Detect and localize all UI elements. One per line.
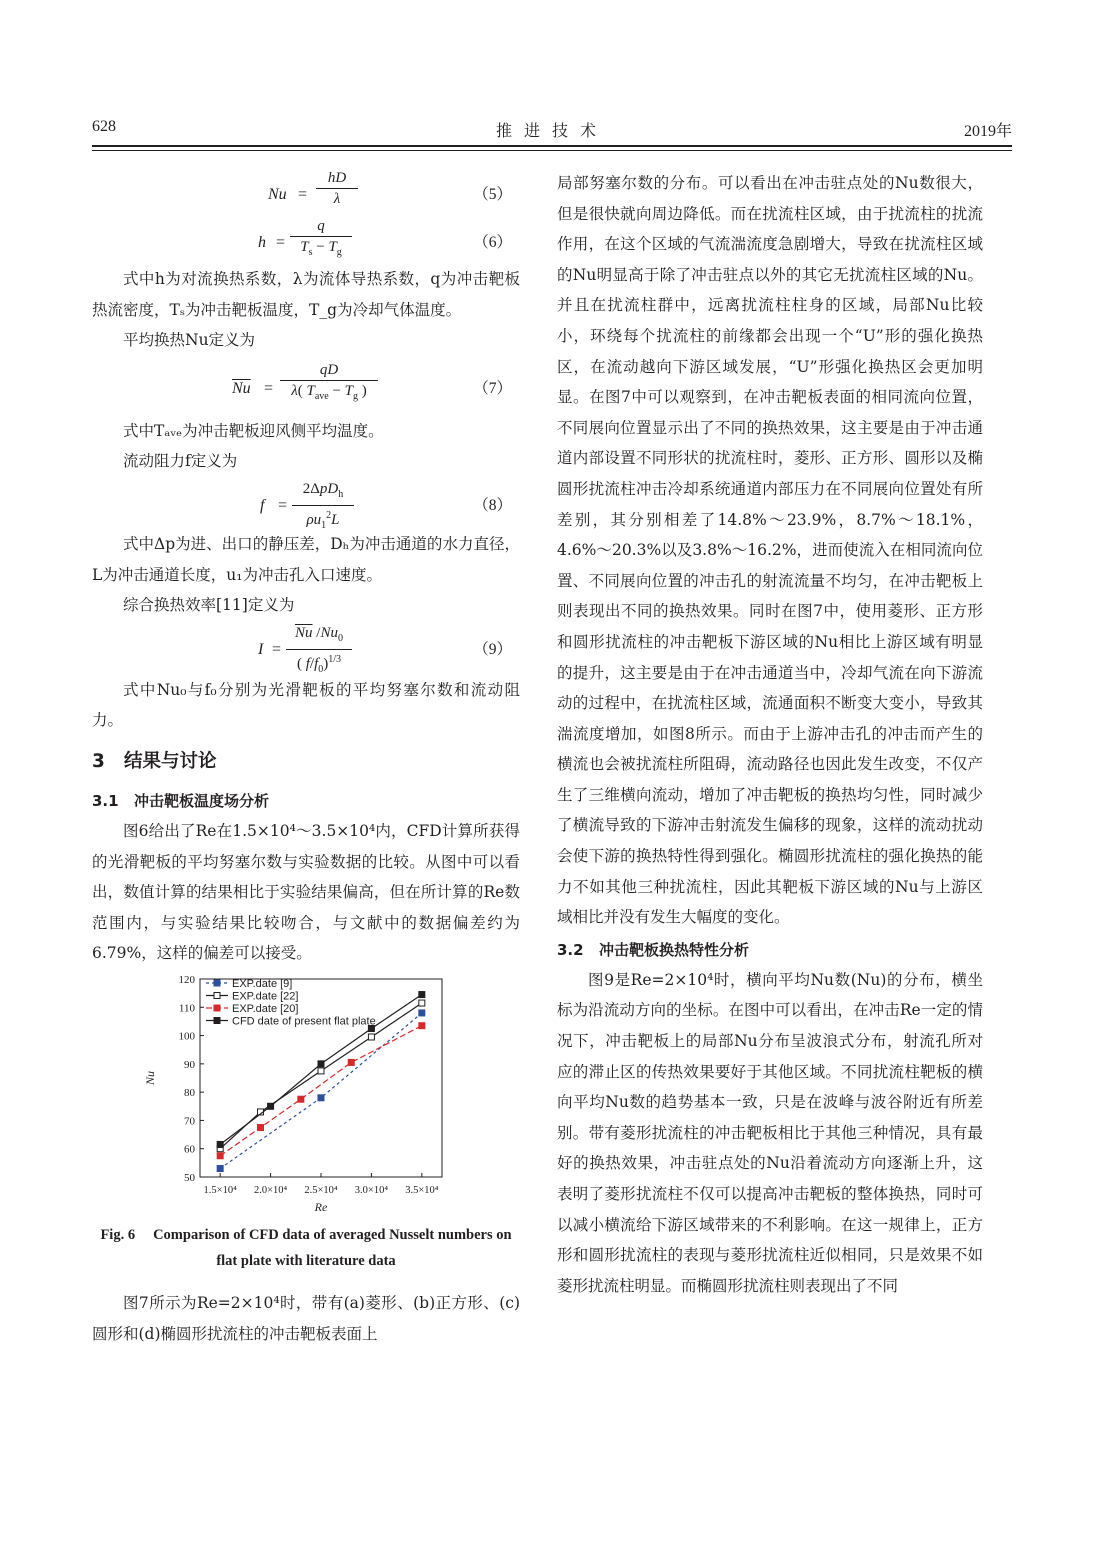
data-point-series-4 — [318, 1061, 324, 1067]
legend-label: EXP.date [20] — [232, 1002, 299, 1015]
data-point-series-3 — [217, 1153, 223, 1159]
legend-marker — [214, 1017, 220, 1023]
y-axis-label: Nu — [143, 1070, 157, 1085]
eq7-fraction — [280, 360, 378, 407]
eq8-equals: = — [278, 496, 288, 514]
legend-label: EXP.date [22] — [232, 990, 299, 1003]
eq9-numerator: $\overline{Nu}$ $/Nu_0$ — [295, 624, 343, 644]
subsection-number: 3.1 — [92, 791, 119, 810]
eq6-equals: = — [276, 234, 286, 251]
eq8-lhs: f — [260, 496, 265, 514]
year: 2019年 — [963, 123, 1012, 140]
legend-label: CFD date of present flat plate — [232, 1015, 376, 1028]
eq8-denominator: $\rho u_1^2L$ — [306, 509, 340, 531]
eq7-denominator: λ( $T_{ave} - T_g$ ) — [291, 382, 367, 402]
x-axis-label: Re — [314, 1199, 328, 1214]
figure-6 — [92, 969, 520, 1214]
eq8-numerator: 2ΔpD$_h$ — [302, 480, 344, 500]
x-tick-label: 3.5×10⁴ — [405, 1184, 439, 1196]
eq6-denominator: $T_s - T_g$ — [300, 239, 342, 258]
eq5-denominator: λ — [333, 191, 341, 207]
subsection-title: 冲击靶板换热特性分析 — [599, 940, 750, 959]
eq5-lhs: Nu — [268, 186, 287, 203]
eq6-label: （6） — [473, 234, 512, 251]
section-title: 结果与讨论 — [124, 750, 217, 772]
y-tick-label: 50 — [184, 1171, 195, 1184]
eq5-equals: = — [298, 186, 308, 203]
paragraph: 图7所示为Re=2×10⁴时，带有(a)菱形、(b)正方形、(c)圆形和(d)椭圆形扰流柱的冲击靶板表面上 — [92, 1293, 520, 1343]
y-tick-label: 80 — [184, 1087, 195, 1100]
data-point-series-3 — [258, 1124, 264, 1130]
eq8-label: （8） — [473, 496, 512, 514]
legend-marker — [214, 980, 220, 986]
page-header — [92, 118, 1012, 142]
paragraph: 式中Tₐᵥₑ为冲击靶板迎风侧平均温度。 — [123, 421, 384, 440]
eq5-fraction — [316, 168, 358, 209]
data-point-series-2 — [318, 1068, 324, 1074]
series-line-1 — [220, 1013, 422, 1169]
paragraph: 局部努塞尔数的分布。可以看出在冲击驻点处的Nu数很大，但是很快就向周边降低。而在扰流柱区域，由于扰流柱的扰流作用，在这个区域的气流湍流度急剧增大，导致在扰流柱区域的Nu明显高于除了冲击驻点以外的其它无扰流柱区域的Nu。并且在扰流柱群中，远离扰流柱柱身的区域，局部Nu比较小，环绕每个扰流柱的前缘都会出现一个“U”形的强化换热区，在流动越向下游区域发展，“U”形强化换热区会更加明显。在图7中可以观察到，在冲击靶板表面的相同流向位置，不同展向位置显示出了不同的换热效果，这主要是由于冲击通道内部设置不同形状的扰流柱时，菱形、正方形、圆形以及椭圆形扰流柱冲击冷却系统通道内部压力在不同展向位置处有所差别，其分别相差了14.8%～23.9%，8.7%～18.1%，4.6%～20.3%以及3.8%～16.2%，进而使流入在相同流向位置、不同展向位置的冲击孔的射流流量不均匀，在冲击靶板上则表现出不同的换热效果。同时在图7中，使用菱形、正方形和圆形扰流柱的冲击靶板下游区域的Nu相比上游区域有明显的提升，这主要是由于在冲击通道当中，冷却气流在向下游流动的过程中，在扰流柱区域，流通面积不断变大变小，导致其湍流度增加，如图8所示。而由于上游冲击孔的冲击而产生的横流也会被扰流柱所阻碍，流动路径也因此发生改变，不仅产生了三维横向流动，增加了冲击靶板的换热均匀性，同时减少了横流导致的下游冲击射流发生偏移的现象，这样的流动扰动会使下游的换热特性得到强化。椭圆形扰流柱的强化换热的能力不如其他三种扰流柱，因此其靶板下游区域的Nu与上游区域相比并没有发生大幅度的变化。 — [557, 174, 983, 927]
figure-caption — [92, 1222, 520, 1274]
data-point-series-2 — [368, 1034, 374, 1040]
header-rule-thin — [92, 150, 1012, 151]
subsection-title: 冲击靶板温度场分析 — [134, 791, 270, 810]
paragraph: 式中Δp为进、出口的静压差，Dₕ为冲击通道的水力直径，L为冲击通道长度，u₁为冲击孔入口速度。 — [92, 534, 520, 584]
equation-9 — [92, 621, 520, 675]
paragraph: 式中Nu₀与f₀分别为光滑靶板的平均努塞尔数和流动阻力。 — [92, 680, 520, 730]
equation-8 — [92, 477, 520, 529]
paragraph: 图9是Re=2×10⁴时，横向平均Nu数(Nu)的分布，横坐标为沿流动方向的坐标。在图中可以看出，在冲击Re一定的情况下，冲击靶板上的局部Nu分布呈波浪式分布，射流孔所对应的滞止区的传热效果要好于其他区域。不同扰流柱靶板的横向平均Nu数的趋势基本一致，只是在波峰与波谷附近有所差别。带有菱形扰流柱的冲击靶板相比于其他三种情况，具有最好的换热效果，冲击驻点处的Nu沿着流动方向逐渐上升，这表明了菱形扰流柱不仅可以提高冲击靶板的整体换热，同时可以减小横流给下游区域带来的不利影响。在这一规律上，正方形和圆形扰流柱的表现与菱形扰流柱近似相同，只是效果不如菱形扰流柱明显。而椭圆形扰流柱则表现出了不同 — [557, 970, 983, 1295]
legend-marker — [214, 992, 220, 998]
eq9-denominator: ( $f/f_0)^{1/3}$ — [296, 653, 342, 675]
x-tick-label: 3.0×10⁴ — [354, 1184, 389, 1196]
eq9-label: （9） — [473, 640, 512, 658]
right-column — [557, 168, 983, 1301]
data-point-series-1 — [419, 1010, 425, 1016]
x-tick-label: 1.5×10⁴ — [203, 1184, 237, 1196]
data-point-series-4 — [217, 1141, 223, 1147]
y-tick-label: 110 — [178, 1002, 195, 1015]
data-point-series-3 — [419, 1023, 425, 1029]
subsection-heading — [557, 935, 983, 965]
x-tick-label: 2.5×10⁴ — [304, 1184, 338, 1196]
header-rule-thick — [92, 145, 1012, 147]
paragraph: 综合换热效率[11]定义为 — [123, 596, 295, 615]
subsection-heading — [92, 786, 520, 816]
eq7-label: （7） — [473, 379, 512, 397]
data-point-series-3 — [348, 1059, 354, 1065]
eq7-lhs: $\overline{Nu}$ — [232, 379, 251, 397]
data-point-series-4 — [419, 991, 425, 997]
data-point-series-4 — [268, 1103, 274, 1109]
data-point-series-2 — [419, 1000, 425, 1006]
eq8-fraction — [292, 479, 354, 536]
data-point-series-1 — [217, 1165, 223, 1171]
page-number: 628 — [92, 118, 116, 135]
legend-marker — [214, 1005, 220, 1011]
eq5-numerator: hD — [327, 170, 347, 186]
subsection-number: 3.2 — [557, 940, 584, 959]
y-tick-label: 120 — [178, 973, 195, 986]
eq6-fraction — [290, 216, 352, 263]
paragraph: 流动阻力f定义为 — [123, 452, 238, 471]
series-line-3 — [220, 1026, 422, 1156]
equation-5 — [92, 168, 520, 216]
section-heading — [92, 746, 520, 778]
left-column — [92, 168, 520, 1349]
equation-6 — [92, 216, 520, 264]
section-number: 3 — [92, 750, 105, 772]
y-tick-label: 90 — [184, 1058, 195, 1071]
y-tick-label: 70 — [184, 1115, 195, 1128]
paragraph: 式中h为对流换热系数，λ为流体导热系数，q为冲击靶板热流密度，Tₛ为冲击靶板温度，T_g为冷却气体温度。 — [92, 270, 520, 319]
eq9-lhs: I — [258, 640, 264, 658]
x-tick-label: 2.0×10⁴ — [253, 1184, 288, 1196]
eq9-fraction — [286, 623, 352, 680]
caption-label: Fig. 6 — [100, 1226, 136, 1243]
eq7-numerator: qD — [319, 361, 339, 378]
journal-title: 推进技术 — [495, 123, 608, 140]
caption-text: Comparison of CFD data of averaged Nusselt numbers on flat plate with literature data — [153, 1226, 512, 1269]
eq7-equals: = — [264, 379, 274, 397]
paragraph: 平均换热Nu定义为 — [123, 331, 256, 350]
eq9-equals: = — [272, 640, 282, 658]
equation-7 — [92, 356, 520, 416]
data-point-series-3 — [298, 1096, 304, 1102]
legend-label: EXP.date [9] — [232, 977, 293, 990]
nusselt-chart — [92, 969, 520, 1214]
data-point-series-1 — [318, 1095, 324, 1101]
paragraph: 图6给出了Re在1.5×10⁴～3.5×10⁴内，CFD计算所获得的光滑靶板的平均努塞尔数与实验数据的比较。从图中可以看出，数值计算的结果相比于实验结果偏高，但在所计算的Re数范围内，与实验结果比较吻合，与文献中的数据偏差约为6.79%，这样的偏差可以接受。 — [92, 821, 520, 963]
y-tick-label: 100 — [178, 1030, 195, 1043]
eq6-lhs: h — [258, 234, 266, 251]
eq5-label: （5） — [473, 186, 512, 203]
eq6-numerator: q — [317, 218, 325, 234]
y-tick-label: 60 — [184, 1143, 195, 1156]
